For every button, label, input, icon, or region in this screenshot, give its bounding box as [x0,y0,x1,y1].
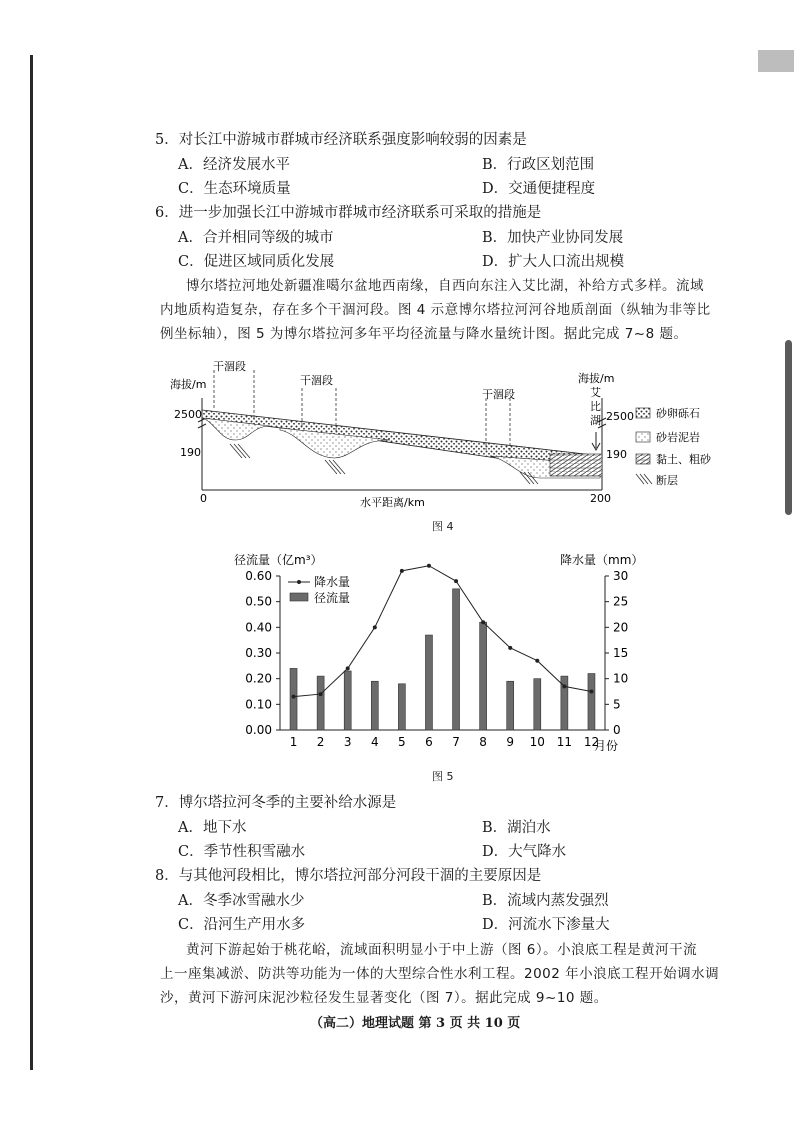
legend-fault: 断层 [656,474,678,487]
passage2-line3: 沙，黄河下游河床泥沙粒径发生显著变化（图 7）。据此完成 9~10 题。 [160,990,608,1006]
y-tick-label: 0.20 [245,671,272,686]
runoff-bar [398,684,405,730]
x-tick-label: 10 [529,735,545,749]
runoff-bar [371,681,378,730]
legend-swatch-sandstone [636,432,650,442]
figure4-geologic-profile [160,360,760,540]
q8-option-a[interactable]: A．冬季冰雪融水少 [178,893,305,909]
y2-tick-label: 20 [613,620,629,635]
y2-tick-label: 10 [613,671,629,686]
y-tick-label: 0.30 [245,646,272,660]
binding-edge [30,55,33,1070]
x-tick-label: 1 [289,735,298,749]
q8-option-c[interactable]: C．沿河生产用水多 [178,917,306,933]
q6-option-a[interactable]: A．合并相同等级的城市 [178,230,334,246]
lake-label-2: 比 [590,400,601,413]
y-tick-label: 0.40 [245,620,272,635]
precipitation-point [508,646,512,650]
tick-2500-right: 2500 [606,410,634,423]
q5-stem: 5．对长江中游城市群城市经济联系强度影响较弱的因素是 [155,132,527,148]
tick-2500-left: 2500 [174,408,202,421]
tick-190-left: 190 [180,446,201,459]
runoff-bar [453,589,460,730]
lake-label-1: 艾 [590,386,601,399]
x-tick-200: 200 [590,492,611,505]
x-tick-label: 3 [343,735,352,749]
runoff-bar [507,681,514,730]
y-axis-label-left: 海拔/m [170,378,207,391]
figure5-caption: 图 5 [432,770,454,783]
q7-option-a[interactable]: A．地下水 [178,820,247,836]
runoff-bar [317,676,324,730]
precipitation-point [454,579,458,583]
scrollbar-thumb[interactable] [785,340,792,515]
passage2-line2: 上一座集减淤、防洪等功能为一体的大型综合性水利工程。2002 年小浪底工程开始调水调 [160,966,720,982]
legend-precipitation-marker [297,580,301,584]
precipitation-point [427,564,431,568]
legend-swatch-fault [636,474,652,484]
q8-option-d[interactable]: D．河流水下渗量大 [482,917,610,933]
x-tick-label: 12 [583,735,600,749]
legend-precipitation-label: 降水量 [314,575,351,589]
q8-stem: 8．与其他河段相比，博尔塔拉河部分河段干涸的主要原因是 [155,868,542,884]
x-axis-label: 月份 [594,739,619,753]
y2-tick-label: 30 [613,569,629,583]
dry-section-2: 干涸段 [300,374,333,387]
y2-tick-label: 5 [613,697,621,712]
q7-option-c[interactable]: C．季节性积雪融水 [178,844,306,860]
lake-label-3: 湖 [590,414,601,427]
q6-stem: 6．进一步加强长江中游城市群城市经济联系可采取的措施是 [155,205,542,221]
y-tick-label: 0.00 [245,723,272,737]
passage1-line1: 博尔塔拉河地处新疆准噶尔盆地西南缘，自西向东注入艾比湖，补给方式多样。流域 [186,278,704,294]
dry-section-3: 干涸段 [482,388,515,401]
page-footer: （高二）地理试题 第 3 页 共 10 页 [310,1016,521,1031]
legend-swatch-clay [636,454,650,464]
y-tick-label: 0.50 [245,594,272,609]
legend-gravel: 砂卵砾石 [656,407,700,420]
q5-option-a[interactable]: A．经济发展水平 [178,157,290,173]
q7-stem: 7．博尔塔拉河冬季的主要补给水源是 [155,795,397,811]
x-tick-0: 0 [200,492,207,505]
passage1-line2: 内地质构造复杂，存在多个干涸河段。图 4 示意博尔塔拉河河谷地质剖面（纵轴为非等比 [160,302,711,318]
x-tick-label: 5 [398,735,406,749]
precipitation-point [346,666,350,670]
x-tick-label: 4 [370,735,379,749]
legend-sandstone: 砂岩泥岩 [656,431,700,444]
q6-option-c[interactable]: C．促进区域同质化发展 [178,254,335,270]
dry-section-1: 干涸段 [213,360,246,373]
x-tick-label: 6 [425,735,433,749]
runoff-bar [290,668,297,730]
q7-option-d[interactable]: D．大气降水 [482,844,567,860]
legend-swatch-gravel [636,408,650,418]
legend-runoff-label: 径流量 [314,591,351,605]
y-tick-label: 0.60 [245,569,272,583]
y2-tick-label: 25 [613,594,629,609]
precipitation-point [373,625,377,629]
x-tick-label: 2 [316,735,325,749]
x-tick-label: 9 [506,735,515,749]
q6-option-b[interactable]: B．加快产业协同发展 [482,230,624,246]
precipitation-point [535,659,539,663]
y-axis-label: 径流量（亿m³） [234,553,323,567]
q6-option-d[interactable]: D．扩大人口流出规模 [482,254,625,270]
corner-shadow [758,50,794,72]
tick-190-right: 190 [606,448,627,461]
q8-option-b[interactable]: B．流域内蒸发强烈 [482,893,609,909]
precipitation-point [319,692,323,696]
q7-option-b[interactable]: B．湖泊水 [482,820,551,836]
passage2-line1: 黄河下游起始于桃花峪，流域面积明显小于中上游（图 6）。小浪底工程是黄河干流 [186,942,698,958]
runoff-bar [588,674,595,730]
runoff-bar [425,635,432,730]
runoff-bar [344,671,351,730]
figure4-caption: 图 4 [432,520,454,533]
passage1-line3: 例坐标轴），图 5 为博尔塔拉河多年平均径流量与降水量统计图。据此完成 7~8 题。 [160,326,688,342]
y-axis-label-right: 海拔/m [578,372,615,385]
runoff-bar [480,622,487,730]
legend-runoff-swatch [290,593,308,601]
precipitation-point [292,695,296,699]
precipitation-point [562,684,566,688]
x-tick-label: 8 [479,735,487,749]
y2-tick-label: 0 [613,723,621,737]
y2-axis-label: 降水量（mm） [560,553,644,567]
q5-option-b[interactable]: B．行政区划范围 [482,157,595,173]
y2-tick-label: 15 [613,646,629,660]
legend-clay: 黏土、粗砂 [656,453,711,466]
x-tick-label: 7 [452,735,460,749]
figure5-chart [220,548,660,758]
q5-option-d[interactable]: D．交通便捷程度 [482,181,596,197]
precipitation-point [589,690,593,694]
precipitation-point [481,620,485,624]
y-tick-label: 0.10 [245,697,272,712]
lake-arrow [592,432,600,450]
runoff-bar [534,679,541,730]
q5-option-c[interactable]: C．生态环境质量 [178,181,291,197]
precipitation-point [400,569,404,573]
x-axis-label: 水平距离/km [360,496,425,509]
x-tick-label: 11 [556,735,573,749]
